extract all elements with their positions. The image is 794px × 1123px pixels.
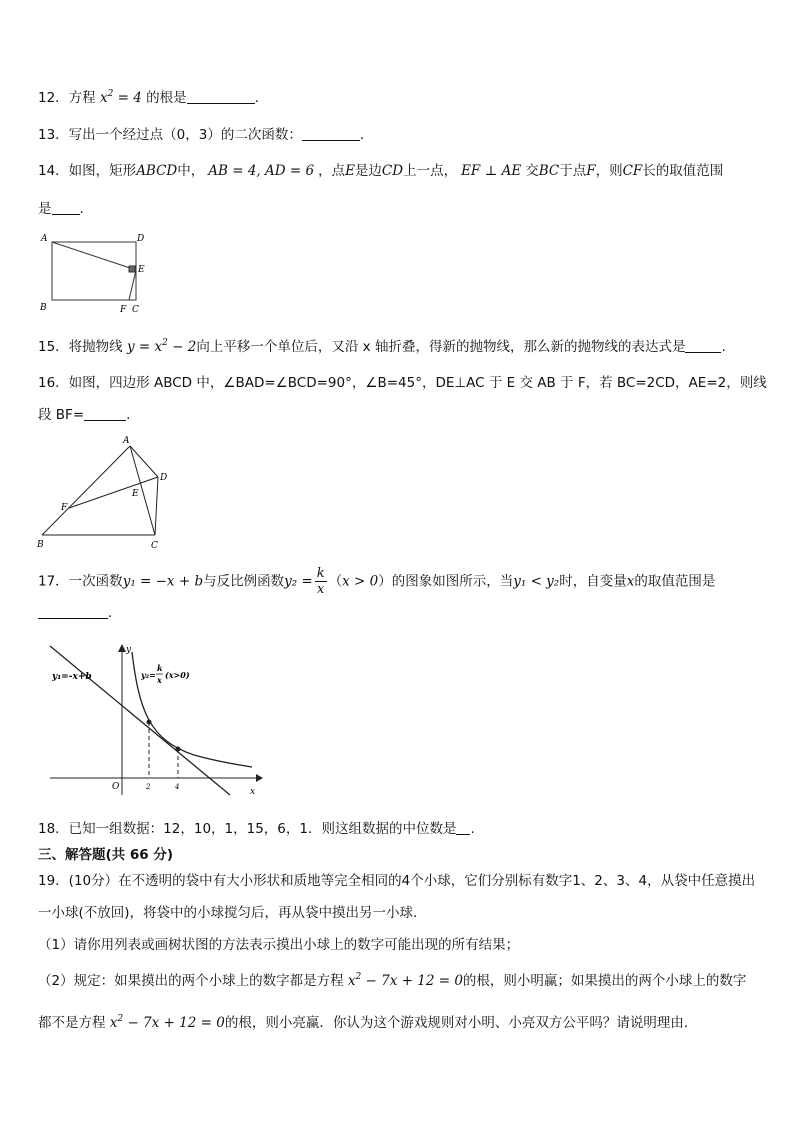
q13-end: . (359, 127, 365, 143)
label-f: F (120, 305, 127, 315)
q19-text: 一小球(不放回)，将袋中的小球搅匀后，再从袋中摸出另一小球． (38, 905, 427, 921)
q17-math: y₂ = (284, 573, 313, 590)
q14-text: 14．如图，矩形 (38, 163, 137, 179)
question-19-line-2 (38, 904, 427, 922)
q15-suffix: 向上平移一个单位后，又沿 x 轴折叠，得新的抛物线，那么新的抛物线的表达式是 (196, 339, 686, 355)
q14-math: ABCD (136, 163, 178, 179)
q14-text: 于点 (559, 163, 587, 179)
q14-text: 中， (177, 163, 205, 179)
question-12 (38, 89, 259, 107)
label-c: C (132, 305, 139, 315)
fraction-denominator: x (317, 582, 325, 597)
answer-blank[interactable] (456, 820, 470, 835)
q19-part-text: 的根，则小明赢；如果摸出的两个小球上的数字 (462, 973, 747, 989)
question-17-line-2 (38, 604, 112, 622)
q17-math: x (626, 573, 635, 590)
q17-math: x > 0 (342, 573, 379, 590)
label-y2-x: x (157, 675, 162, 685)
question-19-part-2 (38, 972, 746, 990)
label-y2-k: k (157, 663, 163, 673)
answer-blank[interactable] (302, 126, 360, 141)
q19-part-text: 都不是方程 (38, 1015, 106, 1031)
tick-4: 4 (175, 783, 180, 791)
question-19-part-1 (38, 936, 519, 954)
q12-equation: $x^2 = 4$ (99, 89, 142, 106)
q14-text: 长的取值范围 (642, 163, 724, 179)
q16-text: 16．如图，四边形 ABCD 中，∠BAD=∠BCD=90°，∠B=45°，DE⊥AC 于 E 交 AB 于 F，若 BC=2CD，AE=2，则线 (38, 375, 767, 391)
q14-math: EF ⊥ AE (461, 163, 522, 179)
q17-text: 的取值范围是 (634, 573, 716, 590)
label-y2: y₂= (141, 670, 156, 680)
q14-math: F (586, 163, 596, 179)
label-origin: O (112, 782, 120, 792)
label-f: F (61, 503, 68, 513)
question-16-line-2 (38, 406, 130, 424)
q14-math: CF (622, 163, 643, 179)
question-17-line-1 (38, 566, 715, 597)
section-heading: 三、解答题(共 66 分) (38, 847, 174, 863)
label-c: C (151, 541, 158, 551)
q12-prefix: 12．方程 (38, 90, 96, 106)
label-b: B (40, 303, 47, 313)
q19-equation: $x^2 - 7x + 12 = 0$ (109, 1014, 225, 1031)
q16-text: 段 BF= (38, 407, 85, 423)
question-14-line-2 (38, 200, 84, 218)
label-d: D (160, 473, 168, 483)
question-18 (38, 820, 475, 838)
q14-text: 交 (525, 163, 539, 179)
q15-prefix: 15．将抛物线 (38, 339, 123, 355)
q13-text: 13．写出一个经过点（0，3）的二次函数： (38, 127, 302, 143)
label-y-axis: y (126, 645, 132, 655)
q14-text: ，点 (318, 163, 346, 179)
question-15 (38, 338, 726, 356)
label-e: E (132, 489, 139, 499)
answer-blank[interactable] (685, 338, 721, 353)
q14-rectangle-figure (36, 230, 156, 316)
question-19-part-2-cont (38, 1014, 697, 1032)
line-y1 (50, 646, 230, 795)
q17-function-graph (44, 640, 264, 802)
q17-end: . (108, 605, 113, 621)
q19-part-text: （1）请你用列表或画树状图的方法表示摸出小球上的数字可能出现的所有结果； (38, 937, 520, 953)
label-d: D (137, 234, 145, 244)
question-19-line-1 (38, 872, 755, 890)
q19-part-text: 的根，则小亮赢．你认为这个游戏规则对小明、小亮双方公平吗？请说明理由． (224, 1015, 698, 1031)
q12-end: . (254, 90, 259, 106)
q14-text: ，则 (595, 163, 623, 179)
q14-math: BC (538, 163, 560, 179)
q17-text: ）的图象如图所示，当 (378, 573, 514, 590)
label-y2-condition: (x>0) (165, 670, 190, 680)
q18-text: 18．已知一组数据：12，10，1，15，6，1．则这组数据的中位数是 (38, 821, 457, 837)
label-a: A (123, 436, 130, 446)
q19-part-text: （2）规定：如果摸出的两个小球上的数字都是方程 (38, 973, 344, 989)
q15-equation: $y = x^2 - 2$ (126, 338, 197, 355)
question-13 (38, 126, 364, 144)
q17-text: （ (328, 573, 343, 590)
q16-end: . (126, 407, 131, 423)
q12-suffix: 的根是 (146, 90, 187, 106)
question-14-line-1 (38, 162, 723, 180)
q14-text: 是边 (354, 163, 382, 179)
q14-math: CD (381, 163, 404, 179)
q17-text: 17．一次函数 (38, 573, 123, 590)
q18-end: . (470, 821, 475, 837)
label-a: A (41, 234, 48, 244)
answer-blank[interactable] (38, 604, 108, 619)
label-y1: y₁=-x+b (52, 672, 92, 682)
label-e: E (138, 265, 145, 275)
q17-fraction (315, 566, 327, 597)
label-x-axis: x (250, 787, 256, 797)
q15-end: . (721, 339, 726, 355)
fraction-numerator: k (316, 566, 325, 581)
q14-math: E (345, 163, 355, 179)
q16-quadrilateral-figure (34, 432, 174, 552)
tick-2: 2 (146, 783, 151, 791)
q17-text: 与反比例函数 (203, 573, 285, 590)
q19-text: 19．(10分）在不透明的袋中有大小形状和质地等完全相同的4个小球，它们分别标有数字1、2、3、4，从袋中任意摸出 (38, 873, 756, 889)
q14-end: . (79, 201, 84, 217)
q17-text: 时，自变量 (559, 573, 627, 590)
q14-math: AB = 4, AD = 6 (208, 163, 315, 179)
q17-math: y₁ = −x + b (122, 573, 204, 590)
question-16-line-1 (38, 374, 767, 392)
answer-blank[interactable] (84, 406, 126, 421)
q14-text: 上一点， (403, 163, 458, 179)
q17-math: y₁ < y₂ (513, 573, 560, 590)
q14-text: 是 (38, 201, 52, 217)
right-angle-mark (129, 266, 135, 272)
answer-blank[interactable] (187, 89, 255, 104)
q19-equation: $x^2 - 7x + 12 = 0$ (347, 972, 463, 989)
answer-blank[interactable] (52, 200, 80, 215)
label-b: B (37, 540, 44, 550)
